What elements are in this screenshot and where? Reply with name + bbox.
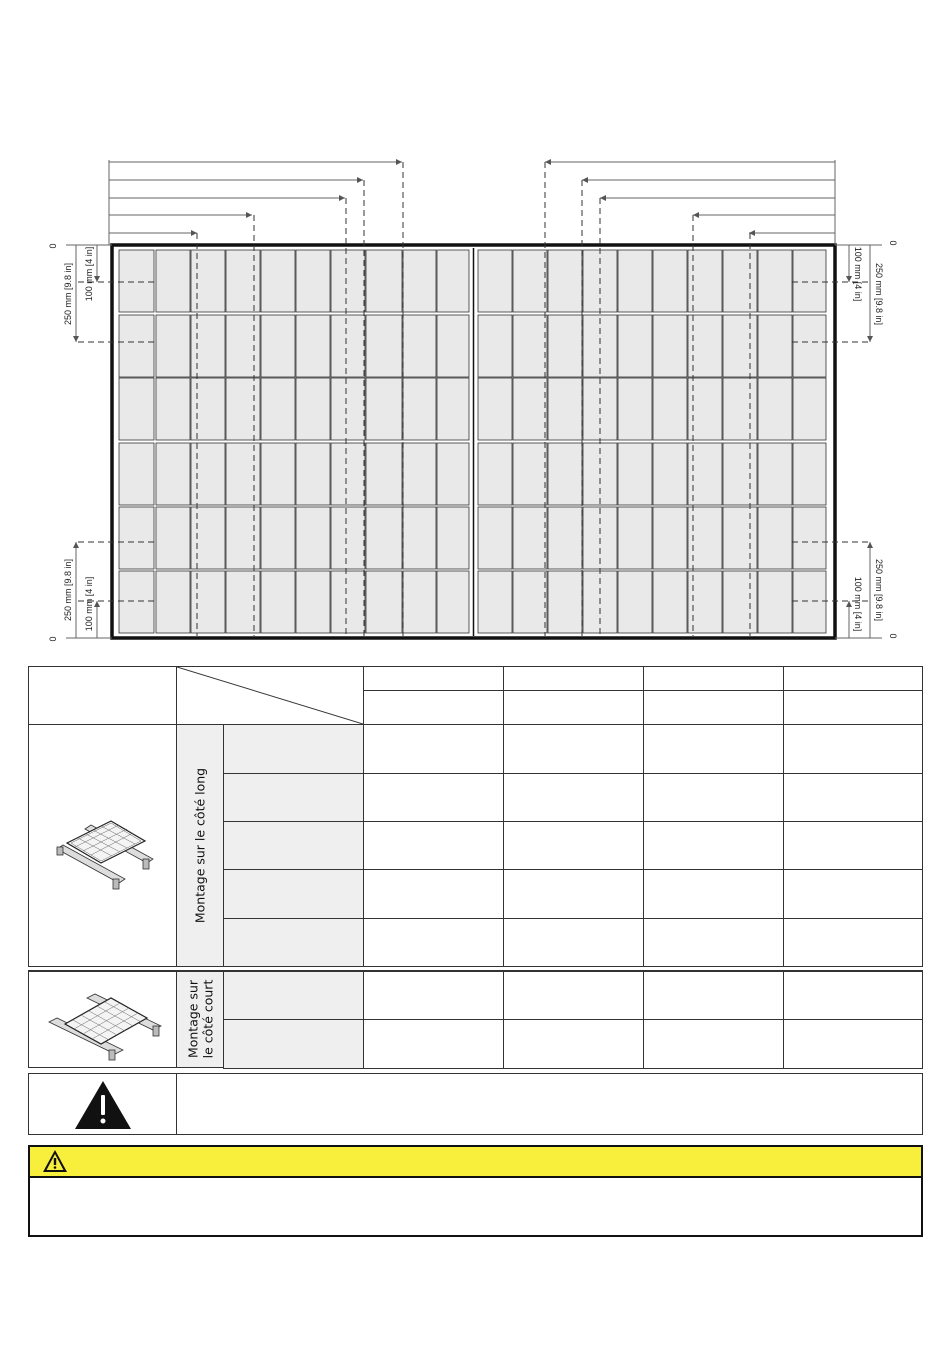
solar-cell	[119, 571, 154, 633]
solar-cell	[653, 443, 687, 505]
solar-cell	[478, 250, 512, 312]
solar-cell	[156, 507, 190, 569]
condition-cell	[223, 869, 364, 919]
solar-cell	[403, 250, 436, 312]
solar-cell	[548, 571, 582, 633]
value-cell	[783, 821, 923, 870]
value-cell	[363, 1019, 504, 1069]
solar-cell	[366, 571, 402, 633]
solar-cell	[366, 378, 402, 440]
right-zero-bottom: 0	[888, 633, 898, 639]
header-corner-cell	[28, 666, 177, 725]
caution-header-bar	[30, 1147, 921, 1178]
solar-cell	[331, 315, 365, 377]
solar-cell	[548, 250, 582, 312]
solar-cell	[618, 443, 652, 505]
solar-cell	[261, 571, 295, 633]
left-zero-top: 0	[48, 243, 58, 249]
value-cell	[643, 971, 784, 1020]
solar-cell	[758, 443, 792, 505]
solar-cell	[331, 571, 365, 633]
solar-cell	[191, 571, 225, 633]
header-col2-bottom	[503, 690, 644, 725]
value-cell	[363, 869, 504, 919]
header-col3-top	[643, 666, 784, 691]
solar-cell	[261, 250, 295, 312]
value-cell	[783, 971, 923, 1020]
value-cell	[503, 869, 644, 919]
warning-icon-cell	[28, 1073, 177, 1135]
clamping-zones-diagram	[0, 0, 950, 660]
right-bottom-outer-label: 250 mm [9.8 in]	[874, 558, 884, 622]
value-cell	[503, 773, 644, 822]
solar-cell	[331, 378, 365, 440]
value-cell	[503, 918, 644, 967]
condition-cell	[223, 821, 364, 870]
solar-cell	[437, 443, 469, 505]
value-cell	[363, 971, 504, 1020]
solar-cell	[403, 443, 436, 505]
solar-cell	[156, 315, 190, 377]
solar-cell	[226, 443, 260, 505]
solar-cell	[331, 250, 365, 312]
solar-cell	[191, 315, 225, 377]
solar-cell	[437, 571, 469, 633]
solar-cell	[793, 250, 826, 312]
warning-triangle-icon	[73, 1079, 133, 1131]
solar-cell	[261, 378, 295, 440]
value-cell	[783, 918, 923, 967]
solar-cell	[513, 250, 547, 312]
short-side-label-line1: Montage sur	[185, 979, 201, 1059]
solar-cell	[296, 443, 330, 505]
short-side-image-cell	[28, 971, 177, 1068]
solar-cell	[478, 378, 512, 440]
value-cell	[503, 821, 644, 870]
solar-cell	[618, 571, 652, 633]
solar-cell	[226, 250, 260, 312]
solar-cell	[156, 378, 190, 440]
solar-cell	[618, 315, 652, 377]
solar-cell	[513, 571, 547, 633]
solar-cell	[156, 571, 190, 633]
solar-cell	[618, 378, 652, 440]
solar-cell	[478, 443, 512, 505]
value-cell	[363, 724, 504, 774]
solar-cell	[296, 378, 330, 440]
value-cell	[643, 821, 784, 870]
solar-cell	[793, 571, 826, 633]
long-side-image-cell	[28, 724, 177, 967]
caution-triangle-icon	[42, 1149, 68, 1173]
solar-cell	[226, 378, 260, 440]
caution-box	[28, 1145, 923, 1237]
short-side-label	[186, 972, 216, 1067]
long-side-label: Montage sur le côté long	[192, 767, 208, 924]
value-cell	[503, 1019, 644, 1069]
solar-cell	[296, 507, 330, 569]
diagonal-divider	[177, 667, 363, 724]
mounting-table	[28, 666, 923, 1068]
short-side-label-cell	[176, 971, 224, 1068]
solar-cell	[758, 571, 792, 633]
solar-cell	[403, 571, 436, 633]
solar-cell	[226, 315, 260, 377]
condition-cell	[223, 971, 364, 1020]
value-cell	[503, 971, 644, 1020]
solar-cell	[331, 443, 365, 505]
solar-cell	[513, 315, 547, 377]
value-cell	[643, 869, 784, 919]
left-zero-bottom: 0	[48, 636, 58, 642]
value-cell	[783, 1019, 923, 1069]
warning-text-cell	[176, 1073, 923, 1135]
right-zero-top: 0	[888, 240, 898, 246]
solar-cell	[548, 378, 582, 440]
value-cell	[643, 1019, 784, 1069]
solar-cell	[261, 443, 295, 505]
solar-cell	[653, 315, 687, 377]
solar-cell	[548, 507, 582, 569]
solar-cell	[618, 507, 652, 569]
solar-cell	[758, 315, 792, 377]
solar-cell	[366, 507, 402, 569]
right-bottom-inner-label: 100 mm [4 in]	[853, 576, 863, 632]
right-top-inner-label: 100 mm [4 in]	[853, 246, 863, 302]
solar-cell	[296, 315, 330, 377]
solar-cell	[513, 378, 547, 440]
solar-cell	[119, 378, 154, 440]
value-cell	[363, 773, 504, 822]
solar-cell	[513, 443, 547, 505]
solar-cell	[119, 315, 154, 377]
value-cell	[643, 918, 784, 967]
value-cell	[783, 869, 923, 919]
solar-cell	[119, 507, 154, 569]
value-cell	[363, 821, 504, 870]
solar-cell	[156, 443, 190, 505]
solar-cell	[261, 315, 295, 377]
solar-cell	[261, 507, 295, 569]
solar-cell	[758, 507, 792, 569]
solar-cell	[618, 250, 652, 312]
value-cell	[783, 773, 923, 822]
solar-cell	[723, 443, 757, 505]
solar-cell	[653, 507, 687, 569]
solar-cell	[296, 571, 330, 633]
left-bottom-inner-label: 100 mm [4 in]	[84, 576, 94, 632]
solar-cell	[723, 571, 757, 633]
value-cell	[643, 773, 784, 822]
header-col3-bottom	[643, 690, 784, 725]
panel-long-side-mount-illustration	[49, 813, 159, 893]
solar-cell	[583, 315, 617, 377]
solar-cell	[366, 250, 402, 312]
solar-cell	[437, 315, 469, 377]
solar-cell	[191, 250, 225, 312]
solar-cell	[156, 250, 190, 312]
solar-cell	[723, 378, 757, 440]
header-col4-top	[783, 666, 923, 691]
solar-cell	[119, 250, 154, 312]
solar-cell	[793, 443, 826, 505]
header-col2-top	[503, 666, 644, 691]
short-side-label-line2: le côté court	[200, 979, 216, 1059]
solar-cell	[793, 315, 826, 377]
solar-cell	[478, 507, 512, 569]
left-bottom-outer-label: 250 mm [9.8 in]	[63, 558, 73, 622]
solar-cell	[653, 378, 687, 440]
solar-cell	[191, 443, 225, 505]
value-cell	[783, 724, 923, 774]
solar-cell	[366, 443, 402, 505]
solar-cell	[478, 315, 512, 377]
solar-cell	[191, 507, 225, 569]
header-col4-bottom	[783, 690, 923, 725]
header-diagonal-cell	[176, 666, 364, 725]
long-side-label-cell	[176, 724, 224, 967]
solar-cell	[226, 507, 260, 569]
left-top-outer-label: 250 mm [9.8 in]	[63, 262, 73, 326]
condition-cell	[223, 724, 364, 774]
solar-cell	[513, 507, 547, 569]
solar-cell	[478, 571, 512, 633]
value-cell	[643, 724, 784, 774]
solar-cell	[793, 378, 826, 440]
solar-cell	[403, 507, 436, 569]
right-top-outer-label: 250 mm [9.8 in]	[874, 262, 884, 326]
solar-cell	[331, 507, 365, 569]
section-separator	[28, 966, 923, 971]
solar-cell	[437, 378, 469, 440]
value-cell	[363, 918, 504, 967]
condition-cell	[223, 773, 364, 822]
panel-short-side-mount-illustration	[43, 984, 167, 1062]
condition-cell	[223, 1019, 364, 1069]
solar-cell	[723, 507, 757, 569]
solar-cell	[437, 250, 469, 312]
solar-cell	[437, 507, 469, 569]
solar-cell	[191, 378, 225, 440]
solar-cell	[548, 443, 582, 505]
header-col1-top	[363, 666, 504, 691]
condition-cell	[223, 918, 364, 967]
solar-cell	[758, 378, 792, 440]
solar-cell	[723, 250, 757, 312]
solar-cell	[548, 315, 582, 377]
solar-cell	[793, 507, 826, 569]
solar-cell	[653, 571, 687, 633]
solar-cell	[723, 315, 757, 377]
solar-cell	[366, 315, 402, 377]
solar-cell	[758, 250, 792, 312]
left-top-inner-label: 100 mm [4 in]	[84, 246, 94, 302]
solar-cell	[226, 571, 260, 633]
value-cell	[503, 724, 644, 774]
solar-cell	[403, 378, 436, 440]
solar-cell	[403, 315, 436, 377]
header-col1-bottom	[363, 690, 504, 725]
warning-row	[28, 1073, 923, 1135]
top-dimension-lines	[109, 160, 835, 245]
solar-cell	[653, 250, 687, 312]
solar-cell	[119, 443, 154, 505]
solar-cell	[296, 250, 330, 312]
